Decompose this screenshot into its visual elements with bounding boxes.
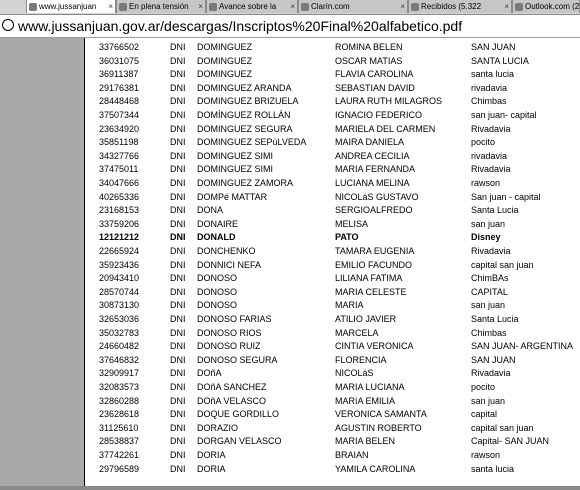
dni-number: 33759206 xyxy=(99,218,140,229)
dni-number: 35851198 xyxy=(99,137,139,148)
location: pocito xyxy=(471,137,496,148)
surname: DONA xyxy=(197,205,224,216)
first-name: FLORENCIA xyxy=(335,354,387,365)
doc-type: DNI xyxy=(170,123,186,134)
first-name: VERONICA SAMANTA xyxy=(335,409,427,420)
location: San juan - capital xyxy=(471,191,541,202)
doc-type: DNI xyxy=(170,82,186,93)
tab-outlook[interactable] xyxy=(512,0,580,13)
doc-type: DNI xyxy=(170,218,186,229)
dni-number: 35032783 xyxy=(99,327,140,338)
page-icon xyxy=(119,3,127,11)
dni-number: 33766502 xyxy=(99,42,140,52)
first-name: BRAIAN xyxy=(335,450,369,460)
surname: DONCHENKO xyxy=(197,246,256,256)
tab-recibidos[interactable] xyxy=(408,0,512,13)
doc-type: DNI xyxy=(170,368,186,379)
close-icon[interactable]: × xyxy=(198,2,203,11)
page-icon xyxy=(29,3,37,11)
tab-label: www.jussanjuan xyxy=(39,2,97,11)
pdf-document xyxy=(84,38,580,486)
dni-number: 36031075 xyxy=(99,55,140,66)
browser-tab-bar xyxy=(0,0,580,15)
dni-number: 32083573 xyxy=(99,382,140,392)
address-bar[interactable] xyxy=(0,15,580,38)
doc-type: DNI xyxy=(170,314,186,324)
surname: DONOSO xyxy=(197,286,238,297)
side-panel xyxy=(0,38,84,486)
first-name: AGUSTIN ROBERTO xyxy=(335,422,422,433)
bottom-edge xyxy=(0,486,580,490)
tab-label: Outlook.com (2 xyxy=(525,2,580,11)
doc-type: DNI xyxy=(170,69,186,80)
location: SAN JUAN xyxy=(471,42,516,52)
dni-number: 20943410 xyxy=(99,273,140,284)
first-name: MELISA xyxy=(335,218,369,229)
doc-type: DNI xyxy=(170,409,186,420)
location: Chimbas xyxy=(471,327,507,338)
doc-type: DNI xyxy=(170,137,186,148)
location: Disney xyxy=(471,232,501,243)
doc-type: DNI xyxy=(170,246,186,256)
dni-number: 32909917 xyxy=(99,368,140,379)
dni-number: 35923436 xyxy=(99,259,140,270)
first-name: TAMARA EUGENIA xyxy=(335,246,415,256)
surname: DONOSO xyxy=(197,300,238,311)
surname: DONOSO RUIZ xyxy=(197,341,261,352)
doc-type: DNI xyxy=(170,42,186,52)
location: capital xyxy=(471,409,498,420)
globe-icon xyxy=(2,19,14,31)
first-name: ATILIO JAVIER xyxy=(335,314,397,324)
surname: DOQUE GORDILLO xyxy=(197,409,280,420)
doc-type: DNI xyxy=(170,178,186,188)
first-name: SEBASTIAN DAVID xyxy=(335,82,415,93)
tab-label: En plena tensión xyxy=(129,2,189,11)
dni-number: 34047666 xyxy=(99,178,140,188)
doc-type: DNI xyxy=(170,191,186,202)
first-name: ANDREA CECILIA xyxy=(335,150,410,161)
dni-number: 29796589 xyxy=(99,463,140,474)
first-name: CINTIA VERONICA xyxy=(335,341,414,352)
first-name: MAIRA DANIELA xyxy=(335,137,405,148)
first-name: IGNACIO FEDERICO xyxy=(335,110,423,120)
location: Santa Lucia xyxy=(471,205,519,216)
location: san juan xyxy=(471,395,506,406)
dni-number: 12121212 xyxy=(99,232,140,243)
dni-number: 34327766 xyxy=(99,150,140,161)
first-name: FLAVIA CAROLINA xyxy=(335,69,414,80)
close-icon[interactable]: × xyxy=(504,2,509,11)
dni-number: 28448468 xyxy=(99,96,140,107)
dni-number: 28538837 xyxy=(99,436,140,447)
tab-label: Avance sobre la xyxy=(219,2,277,11)
surname: DOMPé MATTAR xyxy=(197,191,268,202)
surname: DONALD xyxy=(197,232,236,243)
doc-type: DNI xyxy=(170,150,186,161)
dni-number: 23634920 xyxy=(99,123,140,134)
first-name: MARIA LUCIANA xyxy=(335,382,405,392)
dni-number: 31125610 xyxy=(99,422,139,433)
tab-en-plena-tension[interactable] xyxy=(116,0,206,13)
location: Rivadavia xyxy=(471,164,511,175)
doc-type: DNI xyxy=(170,259,186,270)
close-icon[interactable]: × xyxy=(400,2,405,11)
dni-number: 30873130 xyxy=(99,300,140,311)
first-name: NICOLáS xyxy=(335,368,374,379)
surname: DOMINGUEZ BRIZUELA xyxy=(197,96,299,107)
mail-icon xyxy=(411,3,419,11)
location: santa lucia xyxy=(471,463,515,474)
first-name: LUCIANA MELINA xyxy=(335,178,410,188)
surname: DORAZIO xyxy=(197,422,239,433)
surname: DONAIRE xyxy=(197,218,239,229)
surname: DOMINGUEZ xyxy=(197,42,252,52)
location: ChimBAs xyxy=(471,273,509,284)
doc-type: DNI xyxy=(170,300,186,311)
location: san juan xyxy=(471,300,506,311)
doc-type: DNI xyxy=(170,164,186,175)
doc-type: DNI xyxy=(170,422,186,433)
surname: DOMINGUEZ SIMI xyxy=(197,150,273,161)
location: SAN JUAN xyxy=(471,354,516,365)
surname: DOMINGUEZ xyxy=(197,69,252,80)
location: rawson xyxy=(471,178,501,188)
first-name: EMILIO FACUNDO xyxy=(335,259,413,270)
surname: DOMINGUEZ SEPúLVEDA xyxy=(197,137,307,148)
first-name: ROMINA BELEN xyxy=(335,42,403,52)
surname: DORIA xyxy=(197,450,226,460)
doc-type: DNI xyxy=(170,110,186,120)
doc-type: DNI xyxy=(170,395,186,406)
first-name: PATO xyxy=(335,232,359,243)
page-icon xyxy=(209,3,217,11)
dni-number: 37475011 xyxy=(99,164,139,175)
first-name: MARIA FERNANDA xyxy=(335,164,416,175)
doc-type: DNI xyxy=(170,341,186,352)
close-icon[interactable]: × xyxy=(290,2,295,11)
dni-number: 23168153 xyxy=(99,205,140,216)
surname: DONNICI NEFA xyxy=(197,259,262,270)
first-name: MARIELA DEL CARMEN xyxy=(335,123,436,134)
surname: DOMINGUEZ ZAMORA xyxy=(197,178,293,188)
tab-label: Recibidos (5.322 xyxy=(421,2,482,11)
doc-type: DNI xyxy=(170,450,186,460)
first-name: LILIANA FATIMA xyxy=(335,273,403,284)
dni-number: 40265336 xyxy=(99,191,140,202)
dni-number: 37646832 xyxy=(99,354,140,365)
close-icon[interactable]: × xyxy=(108,2,113,11)
location: Rivadavia xyxy=(471,368,511,379)
doc-type: DNI xyxy=(170,463,186,474)
first-name: MARIA CELESTE xyxy=(335,286,407,297)
surname: DOMINGUEZ xyxy=(197,55,252,66)
doc-type: DNI xyxy=(170,55,186,66)
location: Rivadavia xyxy=(471,246,511,256)
doc-type: DNI xyxy=(170,382,186,392)
surname: DOMINGUEZ SIMI xyxy=(197,164,273,175)
dni-number: 22665924 xyxy=(99,246,140,256)
dni-number: 37507344 xyxy=(99,110,140,120)
doc-type: DNI xyxy=(170,273,186,284)
surname: DOMÍNGUEZ ROLLÁN xyxy=(197,110,291,120)
tab-clarin[interactable] xyxy=(298,0,408,13)
first-name: OSCAR MATIAS xyxy=(335,55,403,66)
doc-type: DNI xyxy=(170,327,186,338)
tab-avance[interactable] xyxy=(206,0,298,13)
dni-number: 37742261 xyxy=(99,450,140,460)
tab-label: Clarín.com xyxy=(311,2,350,11)
surname: DOMINGUEZ SEGURA xyxy=(197,123,293,134)
location: Capital- SAN JUAN xyxy=(471,436,550,447)
surname: DONOSO RIOS xyxy=(197,327,262,338)
surname: DONOSO xyxy=(197,273,238,284)
dni-number: 32653036 xyxy=(99,314,140,324)
location: Rivadavia xyxy=(471,123,511,134)
location: rivadavia xyxy=(471,82,508,93)
first-name: MARíA EMILIA xyxy=(335,395,396,406)
location: santa lucia xyxy=(471,69,515,80)
surname: DOMINGUEZ ARANDA xyxy=(197,82,292,93)
first-name: MARIA xyxy=(335,300,364,311)
location: capital san juan xyxy=(471,259,534,270)
tab-jussanjuan[interactable] xyxy=(26,0,116,13)
surname: DORGAN VELASCO xyxy=(197,436,282,447)
location: pocito xyxy=(471,382,496,392)
dni-number: 29176381 xyxy=(99,82,140,93)
dni-number: 32860288 xyxy=(99,395,140,406)
dni-number: 23628618 xyxy=(99,409,140,420)
doc-type: DNI xyxy=(170,96,186,107)
location: capital san juan xyxy=(471,422,534,433)
address-url[interactable]: www.jussanjuan.gov.ar/descargas/Inscriptos%20Final%20alfabetico.pdf xyxy=(18,18,463,34)
location: san juan xyxy=(471,218,506,229)
surname: DOñA VELASCO xyxy=(197,395,267,406)
first-name: NICOLáS GUSTAVO xyxy=(335,191,419,202)
first-name: MARIA BELEN xyxy=(335,436,396,447)
surname: DONOSO FARIAS xyxy=(197,314,272,324)
doc-type: DNI xyxy=(170,354,186,365)
dni-number: 36911387 xyxy=(99,69,139,80)
doc-type: DNI xyxy=(170,232,186,243)
dni-number: 28570744 xyxy=(99,286,140,297)
location: san juan- capital xyxy=(471,110,537,120)
surname: DONOSO SEGURA xyxy=(197,354,278,365)
first-name: YAMILA CAROLINA xyxy=(335,463,416,474)
outlook-icon xyxy=(515,3,523,11)
doc-type: DNI xyxy=(170,286,186,297)
first-name: LAURA RUTH MILAGROS xyxy=(335,96,443,107)
location: SAN JUAN- ARGENTINA xyxy=(471,341,574,352)
location: Santa Lucia xyxy=(471,314,519,324)
page-icon xyxy=(301,3,309,11)
surname: DORIA xyxy=(197,463,226,474)
surname: DOñA SANCHEZ xyxy=(197,382,267,392)
surname: DOñA xyxy=(197,368,222,379)
location: SANTA LUCIA xyxy=(471,55,529,66)
doc-type: DNI xyxy=(170,205,186,216)
location: rawson xyxy=(471,450,501,460)
first-name: SERGIOALFREDO xyxy=(335,205,413,216)
dni-number: 24660482 xyxy=(99,341,140,352)
location: CAPITAL xyxy=(471,286,508,297)
first-name: MARCELA xyxy=(335,327,379,338)
location: rivadavia xyxy=(471,150,508,161)
doc-type: DNI xyxy=(170,436,186,447)
location: Chimbas xyxy=(471,96,507,107)
